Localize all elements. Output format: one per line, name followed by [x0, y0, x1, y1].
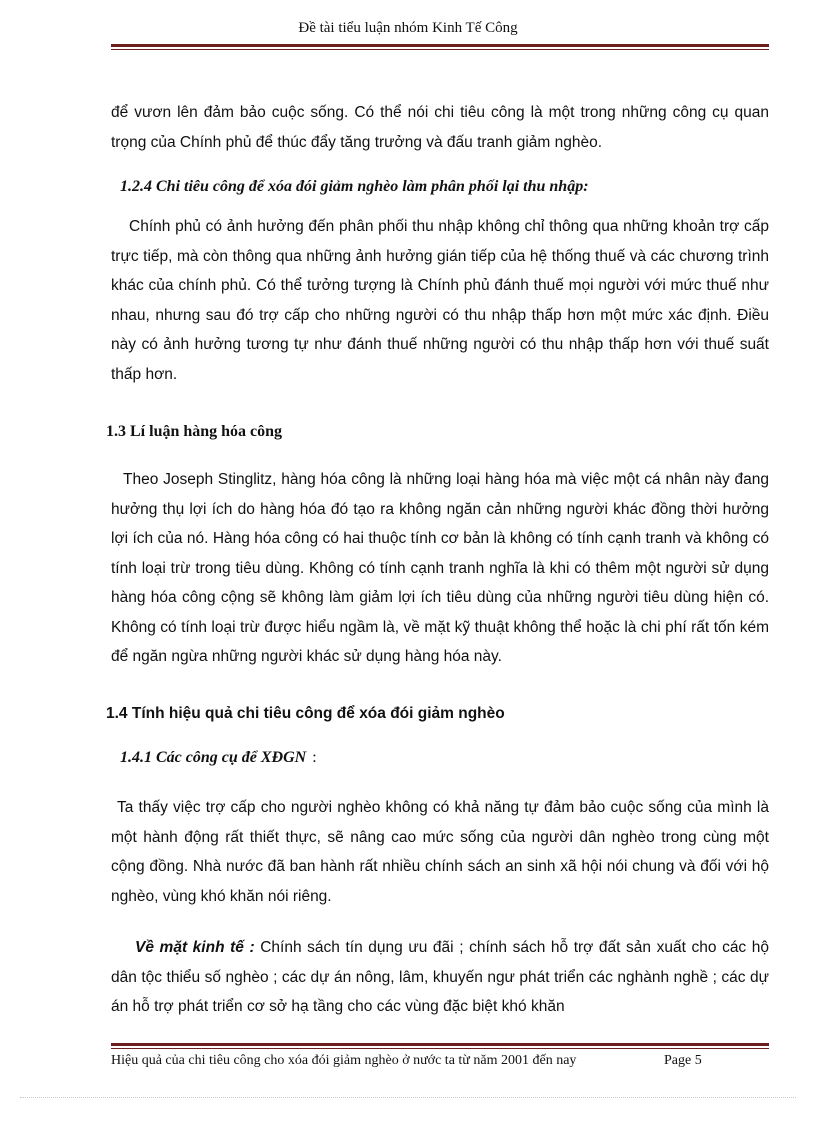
page-number: Page 5	[664, 1053, 702, 1068]
economic-text: Chính sách tín dụng ưu đãi ; chính sách hỗ trợ đất sản xuất cho các hộ dân tộc thiểu số nghèo ; các dự án nông, lâm, khuyến ngư phát triển các nghành nghề ; các dự án hỗ trợ phát triển cơ sở hạ tầng cho các vùng đặc biệt khó khăn	[111, 939, 770, 1015]
economic-lead-text: Về mặt kinh tế :	[135, 939, 255, 956]
heading-1-4-1-text: 1.4.1 Các công cụ để XĐGN	[120, 749, 307, 766]
heading-1-3: 1.3 Lí luận hàng hóa công	[106, 423, 283, 440]
page-break-line	[20, 1097, 796, 1098]
paragraph-economic	[111, 933, 769, 1022]
heading-1-2-4: 1.2.4 Chi tiêu công để xóa đói giảm nghèo làm phân phối lại thu nhập:	[120, 178, 589, 195]
footer-title: Hiệu quả của chi tiêu công cho xóa đói giảm nghèo ở nước ta từ năm 2001 đến nay	[111, 1053, 577, 1068]
paragraph-1-4-1: Ta thấy việc trợ cấp cho người nghèo không có khả năng tự đảm bảo cuộc sống của mình là một hành động rất thiết thực, sẽ nâng cao mức sống của người dân nghèo trong cùng một cộng đồng. Nhà nước đã ban hành rất nhiều chính sách an sinh xã hội nói chung và đối với hộ nghèo, vùng khó khăn nói riêng.	[111, 799, 769, 905]
footer-rule	[111, 1043, 769, 1049]
heading-1-4-1	[120, 749, 317, 767]
paragraph-1-2-4: Chính phủ có ảnh hưởng đến phân phối thu nhập không chỉ thông qua những khoản trợ cấp trực tiếp, mà còn thông qua những ảnh hưởng gián tiếp của hệ thống thuế và các chương trình khác của chính phủ. Có thể tưởng tượng là Chính phủ đánh thuế mọi người với mức thuế như nhau, nhưng sau đó trợ cấp cho những người có thu nhập thấp hơn một mức xác định. Điều này có ảnh hưởng tương tự như đánh thuế những người có thu nhập thấp hơn với thuế suất thấp hơn.	[111, 218, 769, 383]
paragraph-1-3: Theo Joseph Stinglitz, hàng hóa công là những loại hàng hóa mà việc một cá nhân này đang hưởng thụ lợi ích do hàng hóa đó tạo ra không ngăn cản những người khác đồng thời hưởng lợi ích của nó. Hàng hóa công có hai thuộc tính cơ bản là không có tính cạnh tranh và không có tính loại trừ trong tiêu dùng. Không có tính cạnh tranh nghĩa là khi có thêm một người sử dụng hàng hóa công cộng sẽ không làm giảm lợi ích tiêu dùng của những người tiêu dùng hiện có. Không có tính loại trừ được hiểu ngầm là, về mặt kỹ thuật không thể hoặc là chi phí rất tốn kém để ngăn ngừa những người khác sử dụng hàng hóa này.	[111, 471, 769, 665]
paragraph-intro: để vươn lên đảm bảo cuộc sống. Có thể nói chi tiêu công là một trong những công cụ quan trọng của Chính phủ để thúc đẩy tăng trưởng và đấu tranh giảm nghèo.	[111, 104, 769, 151]
header-rule	[111, 44, 769, 50]
heading-1-4: 1.4 Tính hiệu quả chi tiêu công để xóa đói giảm nghèo	[106, 705, 505, 722]
economic-lead	[135, 939, 255, 956]
header-title: Đề tài tiểu luận nhóm Kinh Tế Công	[298, 20, 518, 36]
heading-1-4-1-colon: :	[312, 749, 317, 766]
